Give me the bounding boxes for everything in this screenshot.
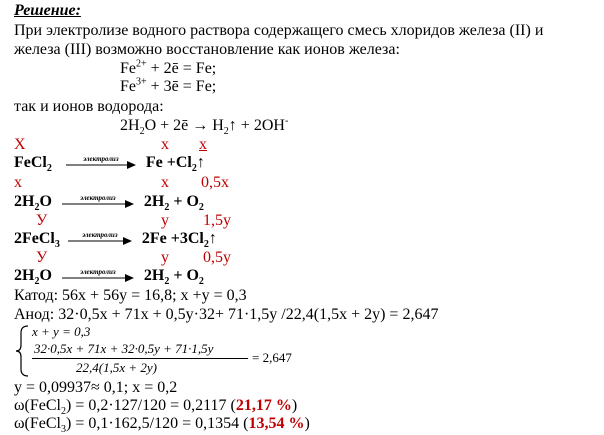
answer-fecl3: 13,54 %: [248, 415, 305, 432]
system-rhs: = 2,647: [252, 350, 292, 365]
result-y: y = 0,09937≈ 0,1; x = 0,2: [14, 379, 178, 396]
anode-equation: Анод: 32·0,5x + 71x + 0,5y·32+ 71·1,5y /22,4(1,5x + 2y) = 2,647: [14, 306, 439, 323]
solution-heading: Решение:: [14, 2, 81, 19]
stoich-y1-mid: y: [161, 212, 169, 229]
stoich-x2-mid: x: [161, 174, 169, 191]
stoich-y1-left: У: [36, 212, 48, 229]
stoich-y2-right: 0,5y: [203, 249, 231, 266]
reaction-fecl3: 2FeCl$_3$ электролиз $2Fe +3Cl_2↑$: [14, 230, 217, 248]
hydrogen-text: так и ионов водорода:: [14, 98, 164, 115]
stoich-x2-right: 0,5x: [201, 174, 229, 191]
equation-system: [14, 325, 314, 375]
stoich-y2-mid: y: [161, 249, 169, 266]
answer-fecl2: 21,17 %: [235, 397, 292, 414]
electrolysis-arrow: [62, 195, 134, 209]
stoich-x-left: X: [14, 136, 26, 153]
arrow-label: электролиз: [80, 268, 116, 277]
stoich-x-right: x: [199, 136, 207, 153]
cathode-equation: Катод: 56x + 56y = 16,8; x +y = 0,3: [14, 287, 247, 304]
system-denominator: 22,4(1,5x + 2y): [76, 360, 157, 375]
equation-fe2: $Fe^{2+}$ + 2ē = Fe;: [120, 58, 217, 77]
mass-fraction-fecl2: ω(FeCl$_2$) = 0,2·127/120 = 0,2117 (21,17 %): [14, 397, 298, 418]
intro-line-2: железа (III) возможно восстановление как ионов железа:: [14, 41, 400, 58]
fraction-bar: [32, 358, 248, 359]
electrolysis-arrow: [66, 156, 136, 170]
equation-fe3: $Fe^{3+}$ + 3ē = Fe;: [120, 76, 217, 95]
mass-fraction-fecl3: ω(FeCl$_3$) = 0,1·162,5/120 = 0,1354 (13,54 %): [14, 415, 310, 435]
stoich-y1-right: 1,5y: [203, 212, 231, 229]
arrow-label: электролиз: [80, 194, 116, 203]
reaction-water-2: $2H_2O$ электролиз $2H_2 + O_2$: [14, 267, 204, 285]
reaction-fecl2: FeCl$_2$ электролиз $Fe +Cl_2↑$: [14, 154, 205, 172]
stoich-x2-left: x: [14, 174, 22, 191]
intro-line-1: При электролизе водного раствора содержащего смесь хлоридов железа (II) и: [14, 22, 544, 39]
stoich-x-mid: x: [161, 136, 169, 153]
arrow-label: электролиз: [82, 231, 118, 240]
electrolysis-arrow: [62, 269, 134, 283]
system-numerator: 32·0,5x + 71x + 32·0,5y + 71·1,5y: [34, 341, 214, 356]
equation-water: $2H_2O$ + 2ē → $H_2↑ + 2OH^-$: [120, 115, 289, 138]
system-line-1: x + y = 0,3: [32, 324, 91, 339]
reaction-water-1: $2H_2O$ электролиз $2H_2 + O_2$: [14, 193, 204, 211]
system-brace: [14, 325, 34, 377]
stoich-y2-left: У: [36, 249, 48, 266]
arrow-label: электролиз: [83, 155, 119, 164]
electrolysis-arrow: [68, 232, 132, 246]
